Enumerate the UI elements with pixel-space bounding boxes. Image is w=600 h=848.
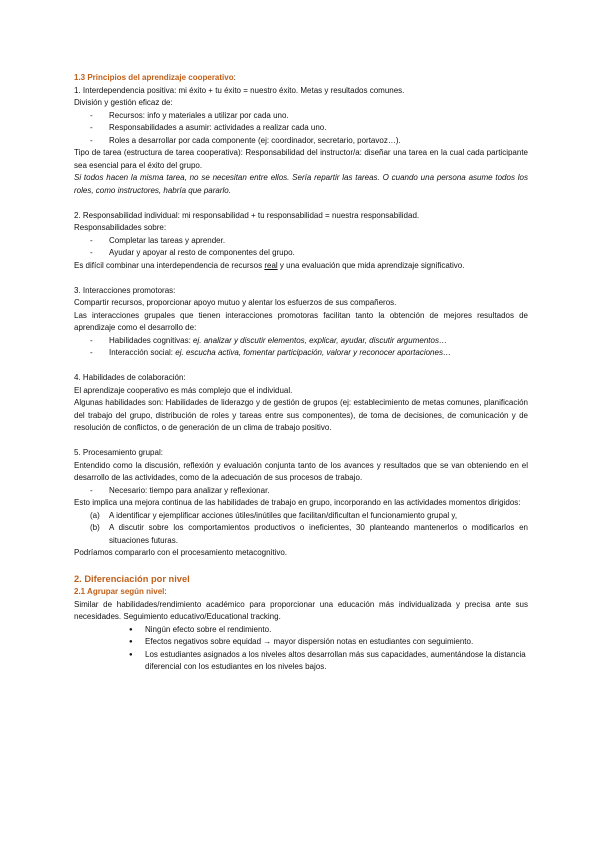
effects-list — [74, 624, 528, 674]
heading-colon: : — [233, 73, 236, 82]
list-item: - Responsabilidades a asumir: actividades a realizar cada uno. — [74, 122, 528, 135]
list-item: ● Los estudiantes asignados a los niveles altos desarrollan más sus capacidades, aumentándose la distancia diferencial con los estudiantes en los niveles bajos. — [74, 649, 528, 674]
list-item — [74, 347, 528, 360]
section-2-heading: 2. Diferenciación por nivel — [74, 574, 190, 584]
metacognitive-paragraph: Podríamos compararlo con el procesamiento metacognitivo. — [74, 548, 287, 557]
underlined-word: real — [264, 260, 278, 270]
principle-1-heading: 1. Interdependencia positiva: mi éxito + tu éxito = nuestro éxito. Metas y resultados comunes. — [74, 85, 405, 95]
responsibilities-intro: Responsabilidades sobre: — [74, 223, 167, 232]
principle-5-heading: 5. Procesamiento grupal: — [74, 448, 163, 457]
principle-2-heading: 2. Responsabilidad individual: mi responsabilidad + tu responsabilidad = nuestra responsabilidad. — [74, 210, 420, 220]
list-item: ● Ningún efecto sobre el rendimiento. — [74, 624, 528, 637]
list-item: ● Efectos negativos sobre equidad → mayor dispersión notas en estudiantes con seguimiento. — [74, 636, 528, 649]
tracking-paragraph: Similar de habilidades/rendimiento académico para proporcionar una educación más individualizada y precisa ante sus necesidades. Seguimiento educativo/Educational tracking. — [74, 599, 528, 621]
difficulty-paragraph — [74, 260, 528, 273]
share-resources-paragraph: Compartir recursos, proporcionar apoyo mutuo y alentar los esfuerzos de sus compañeros. — [74, 298, 397, 307]
principle-4-heading: 4. Habilidades de colaboración: — [74, 373, 186, 382]
item-text: A discutir sobre los comportamientos productivos o ineficientes, 30 planteando mantenerlos o modificarlos en situaciones futuras. — [109, 523, 528, 545]
principle-3-heading: 3. Interacciones promotoras: — [74, 285, 176, 295]
list-item — [74, 335, 528, 348]
improvement-paragraph: Esto implica una mejora continua de las habilidades de trabajo en grupo, incorporando en las actividades momentos dirigidos: — [74, 498, 521, 507]
italic-note: Si todos hacen la misma tarea, no se necesitan entre ellos. Sería repartir las tareas. O cuando una persona asume todos los roles, como instructores, habría que pararlo. — [74, 173, 528, 195]
section-2-1-heading — [74, 586, 528, 599]
list-item — [74, 510, 528, 523]
item-label: Interacción social: — [109, 348, 176, 357]
item-example: ej. analizar y discutir elementos, explicar, ayudar, discutir argumentos… — [193, 335, 447, 345]
responsibilities-list — [74, 235, 528, 260]
document-page — [74, 72, 528, 674]
section-1-3-title: 1.3 Principios del aprendizaje cooperativo — [74, 73, 234, 82]
item-label: Habilidades cognitivas: — [109, 335, 194, 345]
group-processing-paragraph: Entendido como la discusión, reflexión y evaluación conjunta tanto de los avances y resultados que se van obteniendo en el desarrollo de las actividades, como de la adecuación de sus procesos de trabajo. — [74, 460, 528, 482]
item-text: A identificar y ejemplificar acciones útiles/inútiles que facilitan/dificultan el funcionamiento grupal y, — [109, 510, 458, 520]
interactions-paragraph: Las interacciones grupales que tienen interacciones promotoras facilitan tanto la obtención de mejores resultados de aprendizaje como el desarrollo de: — [74, 310, 528, 332]
list-item: - Recursos: info y materiales a utilizar por cada uno. — [74, 110, 528, 123]
skills-list — [74, 335, 528, 360]
item-example: ej. escucha activa, fomentar participación, valorar y reconocer aportaciones… — [175, 348, 451, 357]
item-marker: (a) — [90, 510, 100, 520]
processing-list — [74, 485, 528, 498]
list-item — [74, 522, 528, 547]
management-intro: División y gestión eficaz de: — [74, 98, 173, 107]
section-2-1-title: 2.1 Agrupar según nivel — [74, 587, 165, 596]
list-item: - Necesario: tiempo para analizar y reflexionar. — [74, 485, 528, 498]
task-type-paragraph: Tipo de tarea (estructura de tarea cooperativa): Responsabilidad del instructor/a: diseñar una tarea en la cual cada participante sea esencial para el éxito del grupo. — [74, 148, 528, 170]
management-list — [74, 110, 528, 148]
section-1-3-heading — [74, 72, 528, 85]
directed-moments-list — [74, 510, 528, 548]
list-item: - Ayudar y apoyar al resto de componentes del grupo. — [74, 247, 528, 260]
heading-colon: : — [164, 587, 167, 596]
list-item: - Completar las tareas y aprender. — [74, 235, 528, 248]
text-run: y una evaluación que mida aprendizaje significativo. — [277, 260, 465, 270]
item-marker: (b) — [90, 523, 100, 532]
collab-skills-paragraph: Algunas habilidades son: Habilidades de liderazgo y de gestión de grupos (ej: establecimiento de metas comunes, planificación del trabajo del grupo, distribución de roles y tareas entre sus componentes), de toma de decisiones, de comunicación y de resolución de conflictos, o de generación de un clima de trabajo positivo. — [74, 398, 528, 432]
list-item: - Roles a desarrollar por cada componente (ej: coordinador, secretario, portavoz…). — [74, 135, 528, 148]
complexity-paragraph: El aprendizaje cooperativo es más complejo que el individual. — [74, 385, 293, 395]
text-run: Es difícil combinar una interdependencia de recursos — [74, 260, 265, 270]
